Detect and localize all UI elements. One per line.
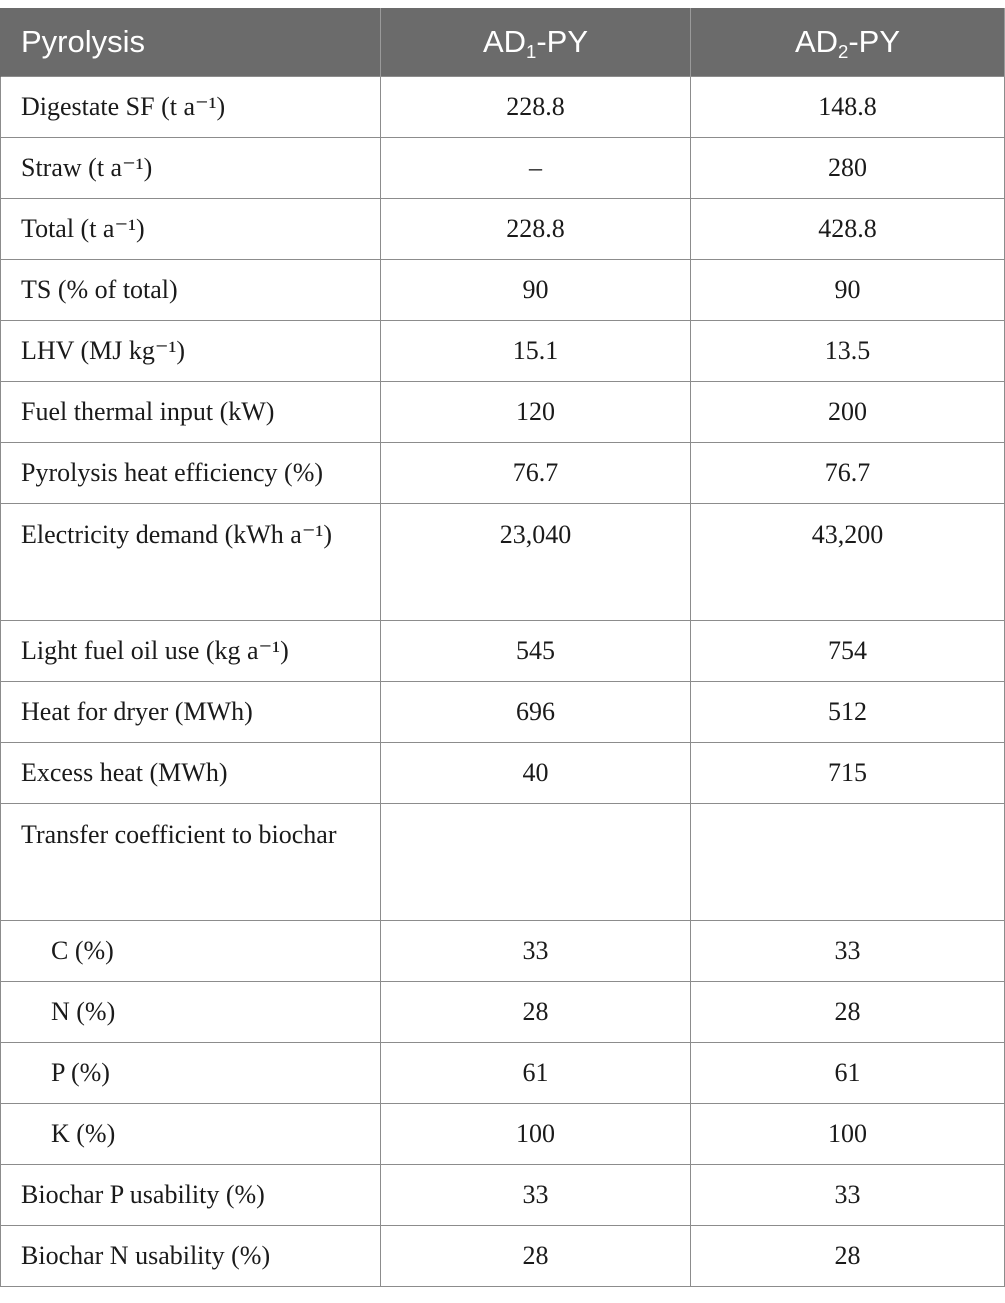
row-label: LHV (MJ kg⁻¹) <box>1 321 381 382</box>
ad2-value: 280 <box>691 138 1005 199</box>
ad2-value: 754 <box>691 621 1005 682</box>
table-row <box>1 260 1005 321</box>
row-label: Fuel thermal input (kW) <box>1 382 381 443</box>
header-ad1-prefix: AD <box>482 24 527 59</box>
row-label: K (%) <box>1 1104 381 1165</box>
table-row <box>1 982 1005 1043</box>
row-label: P (%) <box>1 1043 381 1104</box>
table-row <box>1 621 1005 682</box>
table-header <box>1 8 1005 77</box>
ad1-value: 33 <box>381 921 691 982</box>
row-label: Straw (t a⁻¹) <box>1 138 381 199</box>
row-label: C (%) <box>1 921 381 982</box>
row-label: Digestate SF (t a⁻¹) <box>1 77 381 138</box>
row-label: Biochar P usability (%) <box>1 1165 381 1226</box>
table-row <box>1 1226 1005 1287</box>
ad2-value: 61 <box>691 1043 1005 1104</box>
header-ad1-suffix: -PY <box>536 24 589 59</box>
ad1-value: 33 <box>381 1165 691 1226</box>
ad2-value: 33 <box>691 921 1005 982</box>
ad1-value: 15.1 <box>381 321 691 382</box>
ad1-value <box>381 804 691 921</box>
header-label: Pyrolysis <box>1 8 381 77</box>
row-label: N (%) <box>1 982 381 1043</box>
ad2-value: 512 <box>691 682 1005 743</box>
ad1-value: 28 <box>381 1226 691 1287</box>
ad2-value: 148.8 <box>691 77 1005 138</box>
ad2-value: 28 <box>691 982 1005 1043</box>
ad1-value: – <box>381 138 691 199</box>
table-row <box>1 504 1005 621</box>
header-row <box>1 8 1005 77</box>
row-label: Light fuel oil use (kg a⁻¹) <box>1 621 381 682</box>
pyrolysis-table <box>0 8 1005 1287</box>
ad1-value: 120 <box>381 382 691 443</box>
table-row <box>1 77 1005 138</box>
ad2-value: 13.5 <box>691 321 1005 382</box>
ad1-value: 90 <box>381 260 691 321</box>
ad2-value: 715 <box>691 743 1005 804</box>
ad2-value: 428.8 <box>691 199 1005 260</box>
table-row <box>1 1165 1005 1226</box>
ad2-value: 76.7 <box>691 443 1005 504</box>
row-label: Transfer coefficient to biochar <box>1 804 381 921</box>
table-row <box>1 921 1005 982</box>
ad2-value: 100 <box>691 1104 1005 1165</box>
ad2-value: 43,200 <box>691 504 1005 621</box>
row-label: Total (t a⁻¹) <box>1 199 381 260</box>
table-row <box>1 682 1005 743</box>
ad1-value: 23,040 <box>381 504 691 621</box>
header-ad2-py <box>691 8 1005 77</box>
ad1-value: 28 <box>381 982 691 1043</box>
table-row <box>1 804 1005 921</box>
table-row <box>1 1104 1005 1165</box>
row-label: TS (% of total) <box>1 260 381 321</box>
header-ad1-py <box>381 8 691 77</box>
table-row <box>1 443 1005 504</box>
table-row <box>1 138 1005 199</box>
ad2-value: 33 <box>691 1165 1005 1226</box>
table-row <box>1 1043 1005 1104</box>
table-row <box>1 743 1005 804</box>
row-label: Excess heat (MWh) <box>1 743 381 804</box>
ad1-value: 545 <box>381 621 691 682</box>
ad1-value: 40 <box>381 743 691 804</box>
ad2-value: 90 <box>691 260 1005 321</box>
row-label: Heat for dryer (MWh) <box>1 682 381 743</box>
ad2-value: 200 <box>691 382 1005 443</box>
ad1-value: 100 <box>381 1104 691 1165</box>
row-label: Biochar N usability (%) <box>1 1226 381 1287</box>
ad1-value: 61 <box>381 1043 691 1104</box>
row-label: Electricity demand (kWh a⁻¹) <box>1 504 381 621</box>
header-ad2-suffix: -PY <box>848 24 901 59</box>
table-body <box>1 77 1005 1287</box>
header-ad2-prefix: AD <box>794 24 839 59</box>
ad1-value: 76.7 <box>381 443 691 504</box>
ad1-value: 696 <box>381 682 691 743</box>
row-label: Pyrolysis heat efficiency (%) <box>1 443 381 504</box>
table-row <box>1 321 1005 382</box>
table-row <box>1 199 1005 260</box>
ad1-value: 228.8 <box>381 199 691 260</box>
header-ad1-subscript: 1 <box>526 40 537 62</box>
ad2-value <box>691 804 1005 921</box>
ad1-value: 228.8 <box>381 77 691 138</box>
header-ad2-subscript: 2 <box>838 40 849 62</box>
ad2-value: 28 <box>691 1226 1005 1287</box>
table-row <box>1 382 1005 443</box>
